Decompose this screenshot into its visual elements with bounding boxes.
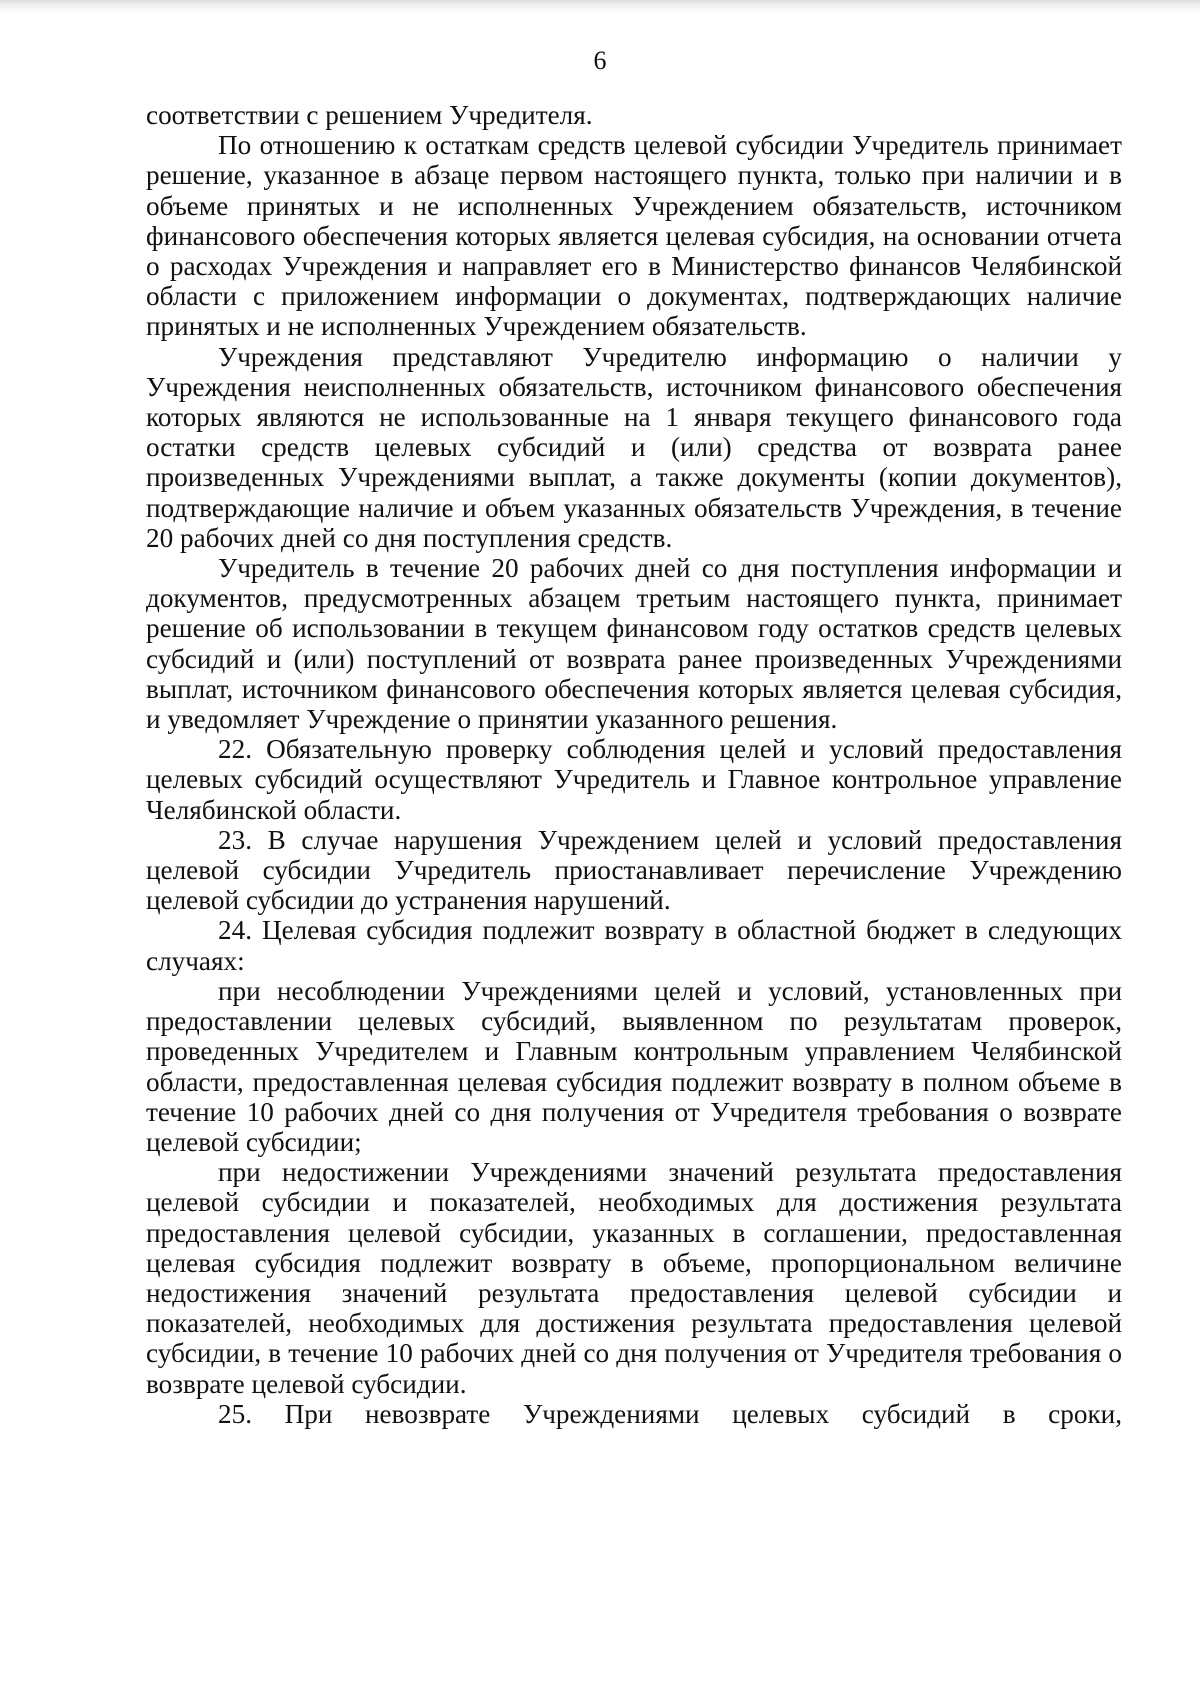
paragraph-balance-decision: По отношению к остаткам средств целевой субсидии Учредитель принимает решение, указанное в абзаце первом настоящего пункта, только при наличии и в объеме принятых и не исполненных Учреждением обязательств, источником финансового обеспечения которых является целевая субсидия, на основании отчета о расходах Учреждения и направляет его в Министерство финансов Челябинской области с приложением информации о документах, подтверждающих наличие принятых и не исполненных Учреждением обязательств.: [146, 130, 1122, 342]
paragraph-founder-decision: Учредитель в течение 20 рабочих дней со дня поступления информации и документов, предусмотренных абзацем третьим настоящего пункта, принимает решение об использовании в текущем финансовом году остатков средств целевых субсидий и (или) поступлений от возврата ранее произведенных Учреждениями выплат, источником финансового обеспечения которых является целевая субсидия, и уведомляет Учреждение о принятии указанного решения.: [146, 553, 1122, 735]
paragraph-22-mandatory-check: 22. Обязательную проверку соблюдения целей и условий предоставления целевых субсидий осуществляют Учредитель и Главное контрольное управление Челябинской области.: [146, 734, 1122, 825]
paragraph-continuation: соответствии с решением Учредителя.: [146, 100, 593, 130]
paragraph-institution-information: Учреждения представляют Учредителю информацию о наличии у Учреждения неисполненных обязательств, источником финансового обеспечения которых являются не использованные на 1 января текущего финансового года остатки средств целевых субсидий и (или) средства от возврата ранее произведенных Учреждениями выплат, а также документы (копии документов), подтверждающие наличие и объем указанных обязательств Учреждения, в течение 20 рабочих дней со дня поступления средств.: [146, 341, 1122, 553]
scan-edge-shadow: [0, 0, 1200, 14]
paragraph-25-nonreturn: 25. При невозврате Учреждениями целевых субсидий в сроки,: [218, 1398, 1122, 1429]
paragraph-nonachievement-case: при недостижении Учреждениями значений результата предоставления целевой субсидии и показателей, необходимых для достижения результата предоставления целевой субсидии, указанных в соглашении, предоставленная целевая субсидия подлежит возврату в объеме, пропорциональном величине недостижения значений результата предоставления целевой субсидии и показателей, необходимых для достижения результата предоставления целевой субсидии, в течение 10 рабочих дней со дня получения от Учредителя требования о возврате целевой субсидии.: [146, 1157, 1122, 1399]
paragraph-nonobservance-case: при несоблюдении Учреждениями целей и условий, установленных при предоставлении целевых субсидий, выявленном по результатам проверок, проведенных Учредителем и Главным контрольным управлением Челябинской области, предоставленная целевая субсидия подлежит возврату в полном объеме в течение 10 рабочих дней со дня получения от Учредителя требования о возврате целевой субсидии;: [146, 975, 1122, 1157]
paragraph-24-return-cases: 24. Целевая субсидия подлежит возврату в областной бюджет в следующих случаях:: [146, 915, 1122, 976]
paragraph-23-violation: 23. В случае нарушения Учреждением целей и условий предоставления целевой субсидии Учредитель приостанавливает перечисление Учреждению целевой субсидии до устранения нарушений.: [146, 824, 1122, 916]
document-body: [146, 100, 1122, 1429]
page-number: 6: [593, 46, 607, 75]
